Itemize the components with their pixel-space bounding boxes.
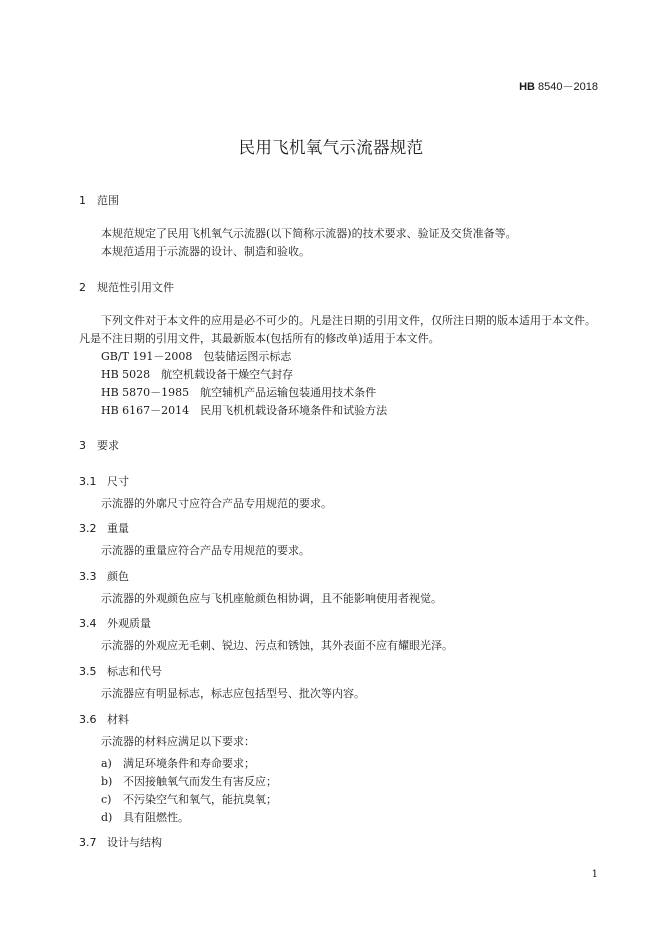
paragraph: 示流器的重量应符合产品专用规范的要求。 [101,544,310,557]
subsection-3-4-heading [79,615,151,631]
reference-code: HB 5028 [101,368,151,381]
list-item [101,755,255,771]
list-item [101,809,189,825]
reference-code: HB 6167－2014 [101,404,190,417]
subsection-title: 外观质量 [107,617,151,630]
reference-title: 民用飞机机载设备环境条件和试验方法 [200,404,388,417]
section-2-heading [79,279,174,295]
paragraph: 示流器的外观应无毛刺、锐边、污点和锈蚀，其外表面不应有耀眼光泽。 [101,639,453,652]
subsection-number: 3.5 [79,665,97,678]
list-text: 具有阻燃性。 [123,811,189,824]
section-1-heading [79,192,119,208]
subsection-title: 标志和代号 [107,665,162,678]
list-marker: d) [101,811,113,824]
paragraph: 示流器应有明显标志，标志应包括型号、批次等内容。 [101,687,365,700]
subsection-number: 3.4 [79,617,97,630]
doc-code: HB [519,81,535,93]
list-text: 不污染空气和氧气，能抗臭氧； [123,793,277,806]
reference-item [101,402,387,420]
list-text: 满足环境条件和寿命要求； [123,757,255,770]
section-title: 要求 [97,439,119,452]
subsection-title: 颜色 [107,570,129,583]
doc-number: 8540－2018 [538,81,598,93]
reference-code: HB 5870－1985 [101,386,190,399]
subsection-title: 设计与结构 [107,836,162,849]
paragraph: 示流器的外廓尺寸应符合产品专用规范的要求。 [101,497,332,510]
paragraph: 本规范规定了民用飞机氧气示流器(以下简称示流器)的技术要求、验证及交货准备等。 [101,227,517,240]
section-number: 3 [79,439,86,452]
document-title: 民用飞机氧气示流器规范 [238,138,424,157]
section-title: 规范性引用文件 [97,281,174,294]
list-marker: c) [101,793,112,806]
subsection-number: 3.6 [79,713,97,726]
list-marker: a) [101,757,112,770]
subsection-3-6-heading [79,711,129,727]
subsection-number: 3.3 [79,570,97,583]
reference-code: GB/T 191－2008 [101,350,193,363]
paragraph: 下列文件对于本文件的应用是必不可少的。凡是注日期的引用文件，仅所注日期的版本适用于本文件。凡是不注日期的引用文件，其最新版本(包括所有的修改单)适用于本文件。 [79,314,596,345]
doc-header [519,78,598,94]
list-item [101,773,277,789]
paragraph: 示流器的外观颜色应与飞机座舱颜色相协调，且不能影响使用者视觉。 [101,592,442,605]
list-marker: b) [101,775,113,788]
section-number: 2 [79,281,86,294]
section-3-heading [79,437,119,453]
subsection-number: 3.2 [79,522,97,535]
page-number: 1 [591,869,598,880]
paragraph: 示流器的材料应满足以下要求： [101,735,255,748]
list-item [101,791,277,807]
subsection-title: 材料 [107,713,129,726]
subsection-number: 3.7 [79,836,97,849]
reference-title: 包装储运图示标志 [203,350,292,363]
reference-item [101,348,291,366]
section-title: 范围 [97,194,119,207]
subsection-3-3-heading [79,568,129,584]
subsection-3-7-heading [79,834,162,850]
subsection-title: 尺寸 [107,475,129,488]
subsection-number: 3.1 [79,475,97,488]
paragraph: 本规范适用于示流器的设计、制造和验收。 [101,245,310,258]
section-number: 1 [79,194,86,207]
subsection-3-5-heading [79,663,162,679]
reference-item [101,384,376,402]
reference-title: 航空辅机产品运输包装通用技术条件 [200,386,377,399]
subsection-3-2-heading [79,520,129,536]
subsection-3-1-heading [79,473,129,489]
list-text: 不因接触氧气而发生有害反应； [123,775,277,788]
reference-title: 航空机载设备干燥空气封存 [161,368,294,381]
subsection-title: 重量 [107,522,129,535]
reference-item [101,366,293,384]
